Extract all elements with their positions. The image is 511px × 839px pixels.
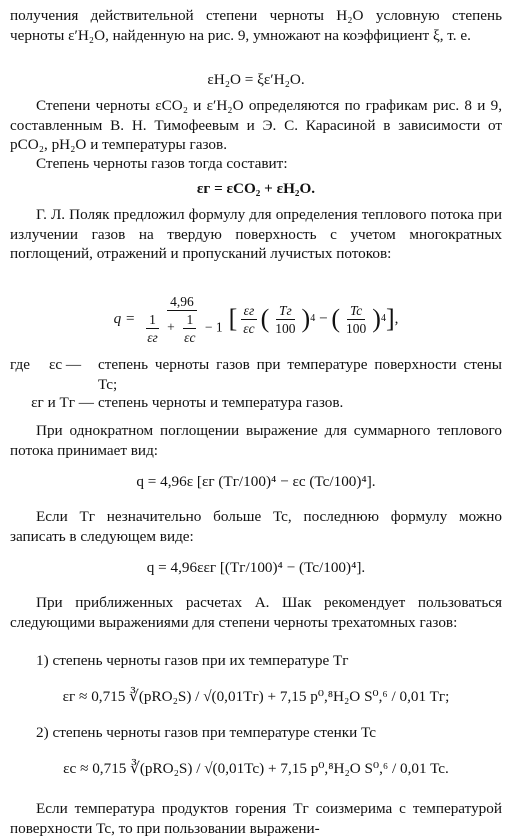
formula-single-absorption: q = 4,96ε [εг (Tг/100)⁴ − εc (Tc/100)⁴].	[136, 473, 376, 490]
paragraph-5: При однократном поглощении выражение для суммарного теплового потока принимает вид:	[10, 422, 502, 459]
formula-eps-gas: εг = εCO₂ + εH₂O.	[196, 180, 316, 197]
paragraph-1: получения действительной степени черноты H₂O условную степень черноты ε′H₂O, найденную на рис. 9, умножают на коэффициент ξ, т. е.	[10, 7, 502, 44]
paragraph-4: Г. Л. Поляк предложил формулу для определения теплового потока при излучении газов на твердую поверхность с учетом многократных поглощений, отражений и пропусканий лучистых потоков:	[10, 206, 502, 262]
main-fraction	[138, 293, 225, 346]
formula-polyak: q = 4,96 $\frac{1}{\varepsilon г}$ + $\frac{1}{\varepsilon c}$ − 1 [ $\frac{\varepsilon г}{\varepsilon c}$ ( $\frac{Tг}{100}$ ) 4 − ( $\frac{Tc}{100}$ ) 4 ] ,	[113, 293, 399, 345]
paragraph-9: 2) степень черноты газов при температуре стенки Tc	[36, 724, 376, 741]
paragraph-10: Если температура продуктов горения Tг соизмерима с температурой поверхности Tc, то при пользовании выражени-	[10, 800, 502, 837]
main-denominator: $\frac{1}{\varepsilon г}$ + $\frac{1}{\varepsilon c}$ − 1	[147, 311, 223, 345]
paragraph-7: При приближенных расчетах А. Шак рекомендует пользоваться следующими выражениями для степени черноты трехатомных газов:	[10, 594, 502, 631]
definition-1: где εc — степень черноты газов при температуре поверхности стены Tc;	[10, 356, 502, 393]
paragraph-2: Степени черноты εCO₂ и ε′H₂O определяются по графикам рис. 8 и 9, составленным В. Н. Тимофеевым и Э. С. Карасиной в зависимости от pCO₂, pH₂O и температуры газов.	[10, 97, 502, 153]
formula-schack-wall: εc ≈ 0,715 ∛(pRO₂S) / √(0,01Tc) + 7,15 p⁰,⁸H₂O S⁰,⁶ / 0,01 Tc.	[63, 760, 449, 777]
paragraph-8: 1) степень черноты газов при их температуре Tг	[36, 652, 349, 669]
paragraph-6: Если Tг незначительно больше Tc, последнюю формулу можно записать в следующем виде:	[10, 508, 502, 545]
formula-schack-gas: εг ≈ 0,715 ∛(pRO₂S) / √(0,01Tг) + 7,15 p⁰,⁸H₂O S⁰,⁶ / 0,01 Tг;	[62, 688, 450, 705]
definition-2: εг и Tг — степень черноты и температура газов.	[31, 394, 344, 411]
paragraph-3: Степень черноты газов тогда составит:	[36, 155, 288, 172]
formula-simplified: q = 4,96εεг [(Tг/100)⁴ − (Tc/100)⁴].	[146, 559, 366, 576]
main-numerator: 4,96	[167, 293, 197, 311]
formula-lhs: q =	[113, 310, 136, 328]
page-content	[10, 6, 502, 839]
formula-eps-h2o: εH₂O = ξε′H₂O.	[207, 71, 305, 88]
